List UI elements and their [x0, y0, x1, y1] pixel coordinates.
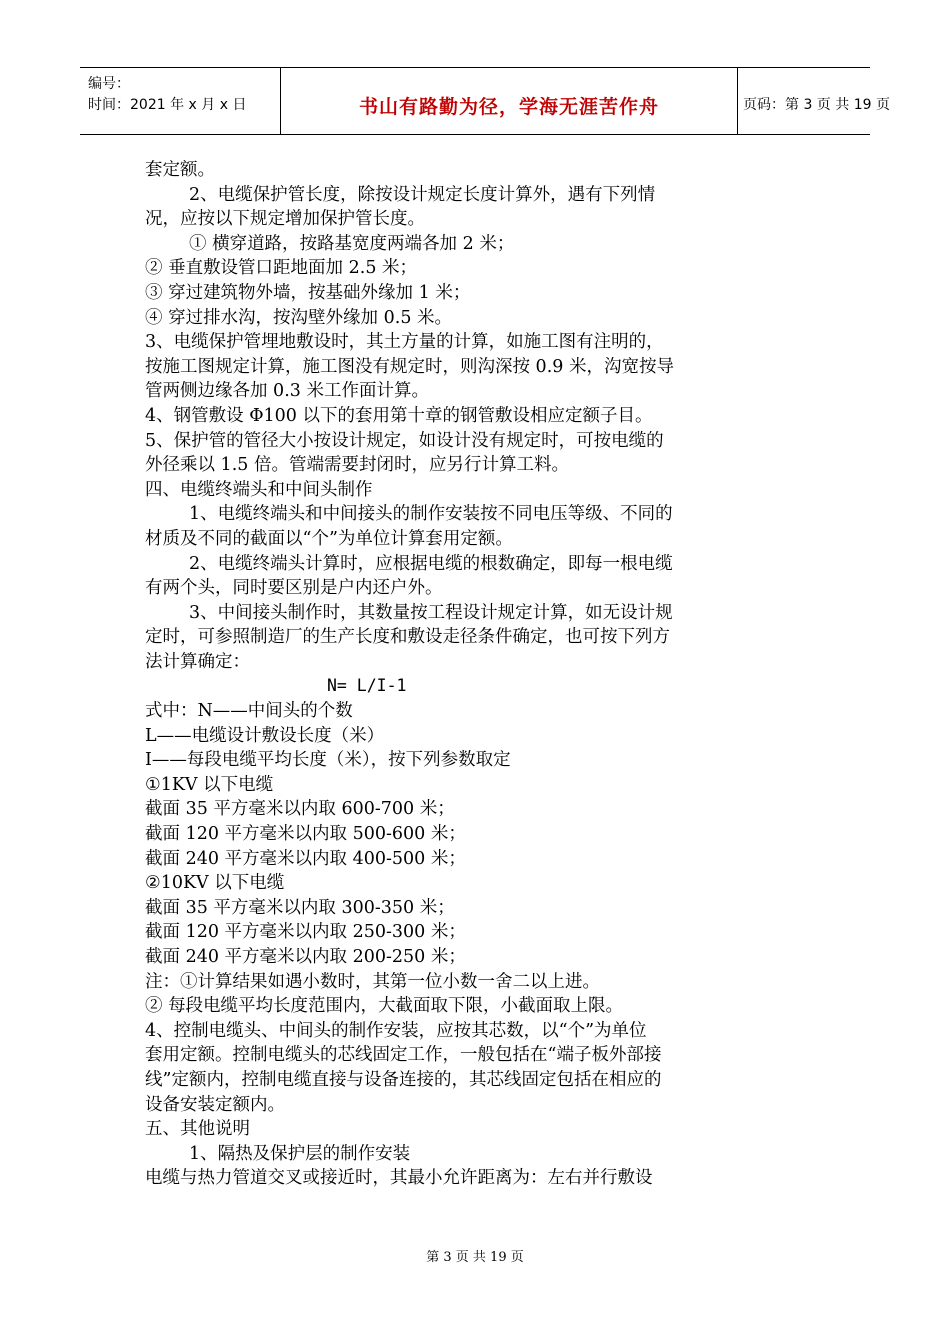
header-table [80, 67, 890, 135]
formula: N= L/I-1 [327, 676, 407, 696]
text-line: 材质及不同的截面以“个”为单位计算套用定额。 [145, 528, 513, 549]
text-line: 设备安装定额内。 [145, 1094, 285, 1115]
document-number-label: 编号： [88, 76, 130, 92]
text-line: I——每段电缆平均长度（米），按下列参数取定 [145, 750, 511, 771]
text-line: 套定额。 [145, 160, 215, 180]
text-line: 况，应按以下规定增加保护管长度。 [145, 209, 425, 230]
text-line: ②10KV 以下电缆 [145, 873, 285, 894]
text-line: ② 垂直敷设管口距地面加 2.5 米； [145, 258, 418, 279]
text-line: ①1KV 以下电缆 [145, 774, 274, 795]
text-line: 截面 35 平方毫米以内取 300-350 米； [145, 897, 455, 918]
text-line: L——电缆设计敷设长度（米） [145, 725, 385, 746]
date-label: 时间：2021 年 x 月 x 日 [88, 97, 247, 113]
text-line: 截面 120 平方毫米以内取 500-600 米； [145, 824, 466, 845]
text-line: 外径乘以 1.5 倍。管端需要封闭时，应另行计算工料。 [145, 455, 569, 476]
text-line: 截面 240 平方毫米以内取 400-500 米； [145, 848, 466, 869]
text-line: ① 横穿道路，按路基宽度两端各加 2 米； [189, 233, 515, 254]
text-line: 式中：N——中间头的个数 [145, 701, 353, 722]
text-line: ② 每段电缆平均长度范围内，大截面取下限，小截面取上限。 [145, 996, 624, 1017]
text-line: ③ 穿过建筑物外墙，按基础外缘加 1 米； [145, 282, 471, 303]
header-left-cell [80, 68, 280, 134]
text-line: 1、电缆终端头和中间接头的制作安装按不同电压等级、不同的 [189, 504, 673, 525]
text-line: 套用定额。控制电缆头的芯线固定工作，一般包括在“端子板外部接 [145, 1045, 662, 1066]
text-line: 电缆与热力管道交叉或接近时，其最小允许距离为：左右并行敷设 [145, 1168, 653, 1189]
text-line: 2、电缆终端头计算时，应根据电缆的根数确定，即每一根电缆 [189, 553, 673, 574]
text-line: 按施工图规定计算，施工图没有规定时，则沟深按 0.9 米，沟宽按导 [145, 356, 674, 377]
text-line: 3、电缆保护管埋地敷设时，其土方量的计算，如施工图有注明的， [145, 332, 664, 353]
text-line: 法计算确定： [145, 651, 250, 672]
header-center-cell [280, 68, 738, 134]
text-line: 1、隔热及保护层的制作安装 [189, 1143, 411, 1164]
header-right-cell [737, 68, 890, 134]
text-line: 3、中间接头制作时，其数量按工程设计规定计算，如无设计规 [189, 602, 673, 623]
section-heading: 五、其他说明 [145, 1119, 250, 1140]
text-line: 2、电缆保护管长度，除按设计规定长度计算外，遇有下列情 [189, 184, 656, 205]
text-line: 4、控制电缆头、中间头的制作安装，应按其芯数，以“个”为单位 [145, 1020, 647, 1041]
header-page-number: 页码：第 3 页 共 19 页 [743, 97, 890, 113]
text-line: 注：①计算结果如遇小数时，其第一位小数一舍二以上进。 [145, 971, 600, 992]
text-line: 截面 35 平方毫米以内取 600-700 米； [145, 799, 455, 820]
text-line: 线”定额内，控制电缆直接与设备连接的，其芯线固定包括在相应的 [145, 1069, 662, 1090]
text-line: 有两个头，同时要区别是户内还户外。 [145, 578, 443, 599]
text-line: 5、保护管的管径大小按设计规定，如设计没有规定时，可按电缆的 [145, 430, 664, 451]
text-line: 截面 120 平方毫米以内取 250-300 米； [145, 922, 466, 943]
document-body [145, 158, 805, 1191]
text-line: 管两侧边缘各加 0.3 米工作面计算。 [145, 381, 429, 402]
text-line: 定时，可参照制造厂的生产长度和敷设走径条件确定，也可按下列方 [145, 627, 670, 648]
section-heading: 四、电缆终端头和中间头制作 [145, 479, 373, 500]
text-line: 截面 240 平方毫米以内取 200-250 米； [145, 947, 466, 967]
header-motto: 书山有路勤为径，学海无涯苦作舟 [358, 96, 659, 118]
page-footer: 第 3 页 共 19 页 [426, 1250, 524, 1265]
text-line: 4、钢管敷设 Φ100 以下的套用第十章的钢管敷设相应定额子目。 [145, 405, 653, 426]
text-line: ④ 穿过排水沟，按沟壁外缘加 0.5 米。 [145, 307, 453, 328]
